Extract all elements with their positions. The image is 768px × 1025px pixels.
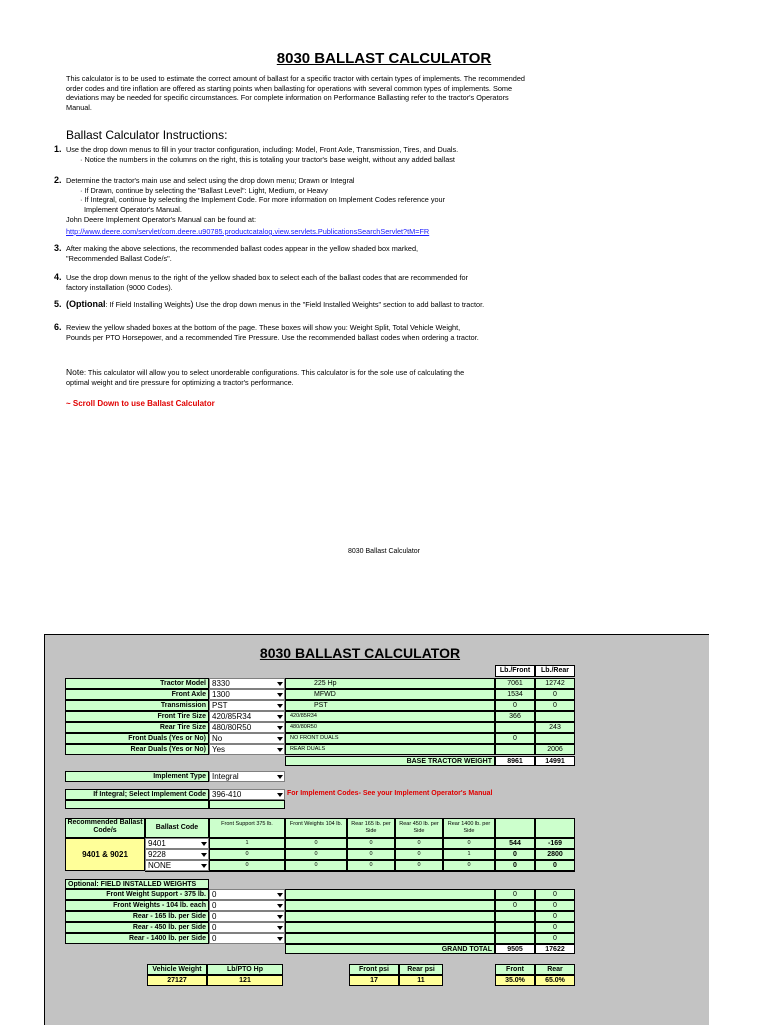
dropdown-arrow-icon [277, 748, 283, 752]
config-label: Transmission [65, 700, 209, 711]
config-front-weight: 366 [495, 711, 535, 722]
step-text: Review the yellow shaded boxes at the bottom of the page. These boxes will show you: Weight Split, Total Vehicle Weight, [66, 323, 461, 332]
config-value: 8330 [212, 679, 230, 688]
config-select[interactable] [209, 733, 285, 744]
step-3 [54, 243, 526, 263]
config-label: Front Tire Size [65, 711, 209, 722]
field-weight-value: 0 [212, 901, 217, 910]
rear-split-label: Rear [535, 964, 575, 975]
step-number: 2. [54, 175, 62, 185]
implement-type-value: Integral [212, 772, 239, 781]
note-label: Note [66, 367, 84, 377]
ballast-code-select[interactable] [145, 838, 209, 849]
ballast-qty: 0 [209, 860, 285, 871]
ballast-code-select[interactable] [145, 849, 209, 860]
config-select[interactable] [209, 689, 285, 700]
dropdown-arrow-icon [277, 693, 283, 697]
ballast-qty: 0 [285, 838, 347, 849]
step-5 [54, 299, 526, 310]
note [66, 368, 526, 387]
step-number: 3. [54, 243, 62, 253]
field-weight-select[interactable] [209, 933, 285, 944]
rear-psi-label: Rear psi [399, 964, 443, 975]
dropdown-arrow-icon [277, 726, 283, 730]
field-rear-weight: 0 [535, 900, 575, 911]
weight-header: Rear 450 lb. per Side [395, 818, 443, 838]
config-select[interactable] [209, 678, 285, 689]
base-weight-rear: 14991 [535, 756, 575, 766]
field-front-weight [495, 933, 535, 944]
optional-label: (Optional [66, 299, 106, 309]
step-1 [54, 144, 526, 164]
field-weight-select[interactable] [209, 911, 285, 922]
grand-total-rear: 17622 [535, 944, 575, 954]
config-select[interactable] [209, 700, 285, 711]
config-select[interactable] [209, 711, 285, 722]
config-rear-weight: 243 [535, 722, 575, 733]
config-value: Yes [212, 745, 226, 754]
config-value: 480/80R50 [212, 723, 252, 732]
ballast-code-value: 9228 [148, 850, 166, 859]
field-front-weight: 0 [495, 900, 535, 911]
field-weight-value: 0 [212, 890, 217, 899]
note-text: : This calculator will allow you to select unorderable configurations. This calculator is for the sole use of calculating the [83, 368, 465, 377]
base-weight-label: BASE TRACTOR WEIGHT [285, 756, 495, 766]
step-text: factory installation (9000 Codes). [66, 282, 173, 292]
dropdown-arrow-icon [277, 926, 283, 930]
config-description: 420/85R34 [285, 711, 495, 722]
step-subtext: · If Integral, continue by selecting the Implement Code. For more information on Implement Codes reference your [80, 195, 446, 205]
ballast-rear-weight: 0 [535, 860, 575, 871]
config-front-weight: 0 [495, 733, 535, 744]
config-value: PST [212, 701, 228, 710]
recommended-label: Recommended Ballast Code/s [65, 818, 145, 838]
ballast-qty: 1 [443, 849, 495, 860]
ballast-qty: 0 [285, 849, 347, 860]
intro-paragraph: This calculator is to be used to estimate the correct amount of ballast for a specific tractor with certain types of implements. The recommended order codes and tire inflation are offered as starting points when ballasting for operations with several common types of implements. Some deviations may be needed for specific circumstances. For complete information on Performance Ballasting refer to the tractor's Operators Manual. [66, 74, 525, 112]
calculator-sheet [44, 634, 709, 1025]
weight-header: Front Weights 104 lb. [285, 818, 347, 838]
config-rear-weight: 0 [535, 689, 575, 700]
implement-code-value: 396-410 [212, 790, 242, 799]
dropdown-arrow-icon [277, 737, 283, 741]
weight-header: Rear 1400 lb. per Side [443, 818, 495, 838]
instructions-heading: Ballast Calculator Instructions: [66, 128, 228, 142]
step-4 [54, 272, 526, 292]
step-paren: ) [190, 299, 194, 309]
rear-split-value: 65.0% [535, 975, 575, 986]
ballast-code-value: 9401 [148, 839, 166, 848]
config-description: 480/80R50 [285, 722, 495, 733]
field-weight-label: Front Weights - 104 lb. each [65, 900, 209, 911]
ballast-qty: 0 [443, 838, 495, 849]
config-front-weight [495, 722, 535, 733]
dropdown-arrow-icon [277, 793, 283, 797]
manual-link[interactable]: http://www.deere.com/servlet/com.deere.u90785.productcatalog.view.servlets.PublicationsSearchServlet?tM=FR [66, 226, 430, 236]
config-select[interactable] [209, 722, 285, 733]
field-front-weight [495, 911, 535, 922]
config-description: PST [285, 700, 495, 711]
vehicle-weight-value: 27127 [147, 975, 207, 986]
implement-type-label: Implement Type [65, 771, 209, 782]
field-weight-label: Rear - 165 lb. per Side [65, 911, 209, 922]
config-label: Rear Tire Size [65, 722, 209, 733]
config-front-weight [495, 744, 535, 755]
step-number: 4. [54, 272, 62, 282]
config-description: REAR DUALS [285, 744, 495, 755]
front-split-value: 35.0% [495, 975, 535, 986]
config-label: Front Axle [65, 689, 209, 700]
ballast-qty: 0 [395, 849, 443, 860]
step-text: "Recommended Ballast Code/s". [66, 253, 172, 263]
config-description: MFWD [285, 689, 495, 700]
config-description: 225 Hp [285, 678, 495, 689]
page-footer: 8030 Ballast Calculator [348, 548, 420, 555]
field-weight-spacer [285, 900, 495, 911]
field-weight-value: 0 [212, 912, 217, 921]
ballast-qty: 0 [347, 849, 395, 860]
field-weight-label: Rear - 1400 lb. per Side [65, 933, 209, 944]
step-number: 5. [54, 299, 62, 309]
field-front-weight: 0 [495, 889, 535, 900]
calculator-title: 8030 BALLAST CALCULATOR [259, 645, 461, 661]
config-value: 1300 [212, 690, 230, 699]
field-rear-weight: 0 [535, 911, 575, 922]
step-number: 6. [54, 322, 62, 332]
config-select[interactable] [209, 744, 285, 755]
field-front-weight [495, 922, 535, 933]
vehicle-weight-label: Vehicle Weight [147, 964, 207, 975]
grand-total-front: 9505 [495, 944, 535, 954]
implement-code-select[interactable] [209, 789, 285, 800]
field-weight-spacer [285, 933, 495, 944]
weight-header: Front Support 375 lb. [209, 818, 285, 838]
field-rear-weight: 0 [535, 889, 575, 900]
config-rear-weight [535, 711, 575, 722]
config-value: No [212, 734, 223, 743]
field-weight-label: Rear - 450 lb. per Side [65, 922, 209, 933]
dropdown-arrow-icon [277, 682, 283, 686]
ballast-rear-weight: 2800 [535, 849, 575, 860]
step-subtext: Implement Operator's Manual. [84, 204, 182, 214]
step-text: Use the drop down menus to the right of the yellow shaded box to select each of the ballast codes that are recommended for [66, 273, 468, 282]
rear-psi-value: 11 [399, 975, 443, 986]
config-value: 420/85R34 [212, 712, 252, 721]
ballast-code-select[interactable] [145, 860, 209, 871]
config-rear-weight [535, 733, 575, 744]
ballast-qty: 1 [209, 838, 285, 849]
field-weight-select[interactable] [209, 889, 285, 900]
dropdown-arrow-icon [277, 704, 283, 708]
ballast-qty: 0 [347, 860, 395, 871]
dropdown-arrow-icon [277, 937, 283, 941]
ballast-qty: 0 [395, 860, 443, 871]
front-split-label: Front [495, 964, 535, 975]
step-text: Use the drop down menus in the "Field Installed Weights" section to add ballast to tractor. [193, 300, 485, 309]
field-rear-weight: 0 [535, 922, 575, 933]
config-rear-weight: 12742 [535, 678, 575, 689]
implement-code-blank [209, 800, 285, 809]
step-text: Use the drop down menus to fill in your tractor configuration, including: Model, Front Axle, Transmission, Tires, and Duals. [66, 145, 459, 154]
dropdown-arrow-icon [277, 915, 283, 919]
step-2 [54, 175, 526, 237]
ballast-qty: 0 [209, 849, 285, 860]
ballast-front-weight: 0 [495, 849, 535, 860]
ballast-qty: 0 [347, 838, 395, 849]
step-subtext: · Notice the numbers in the columns on the right, this is totaling your tractor's base weight, without any added ballast [80, 154, 455, 164]
implement-code-blank [65, 800, 209, 809]
config-front-weight: 7061 [495, 678, 535, 689]
step-text: If Field Installing Weights [109, 300, 191, 309]
header-lb-front: Lb./Front [495, 665, 535, 677]
lb-pto-value: 121 [207, 975, 283, 986]
weight-header: Rear 165 lb. per Side [347, 818, 395, 838]
config-rear-weight: 0 [535, 700, 575, 711]
document-title: 8030 BALLAST CALCULATOR [276, 50, 492, 67]
dropdown-arrow-icon [277, 775, 283, 779]
dropdown-arrow-icon [201, 842, 207, 846]
field-weight-label: Front Weight Support - 375 lb. [65, 889, 209, 900]
config-label: Rear Duals (Yes or No) [65, 744, 209, 755]
implement-type-select[interactable] [209, 771, 285, 782]
field-weight-value: 0 [212, 934, 217, 943]
config-rear-weight: 2006 [535, 744, 575, 755]
ballast-qty: 0 [285, 860, 347, 871]
step-6 [54, 322, 526, 342]
recommended-value: 9401 & 9021 [65, 838, 145, 871]
step-text: After making the above selections, the recommended ballast codes appear in the yellow shaded box marked, [66, 244, 419, 253]
implement-code-note: For Implement Codes- See your Implement Operator's Manual [287, 790, 493, 797]
ballast-rear-weight: -169 [535, 838, 575, 849]
field-rear-weight: 0 [535, 933, 575, 944]
dropdown-arrow-icon [201, 864, 207, 868]
dropdown-arrow-icon [201, 853, 207, 857]
front-psi-value: 17 [349, 975, 399, 986]
step-text: Pounds per PTO Horsepower, and a recommended Tire Pressure. Use the recommended ballast codes when ordering a tractor. [66, 332, 479, 342]
field-installed-title: Optional: FIELD INSTALLED WEIGHTS [65, 879, 209, 889]
field-weight-value: 0 [212, 923, 217, 932]
field-weight-spacer [285, 911, 495, 922]
front-psi-label: Front psi [349, 964, 399, 975]
ballast-front-weight: 0 [495, 860, 535, 871]
ballast-code-header: Ballast Code [145, 818, 209, 838]
config-description: NO FRONT DUALS [285, 733, 495, 744]
dropdown-arrow-icon [277, 904, 283, 908]
config-label: Tractor Model [65, 678, 209, 689]
step-colon: : [105, 300, 110, 309]
ballast-front-weight: 544 [495, 838, 535, 849]
ballast-qty: 0 [443, 860, 495, 871]
step-text: Determine the tractor's main use and select using the drop down menu; Drawn or Integral [66, 176, 355, 185]
step-subtext: · If Drawn, continue by selecting the "Ballast Level": Light, Medium, or Heavy [80, 185, 328, 195]
grand-total-label: GRAND TOTAL [285, 944, 495, 954]
field-weight-spacer [285, 922, 495, 933]
scroll-hint: ~ Scroll Down to use Ballast Calculator [66, 399, 215, 408]
config-front-weight: 1534 [495, 689, 535, 700]
step-number: 1. [54, 144, 62, 154]
dropdown-arrow-icon [277, 715, 283, 719]
config-front-weight: 0 [495, 700, 535, 711]
field-weight-select[interactable] [209, 900, 285, 911]
manual-note: John Deere Implement Operator's Manual can be found at: [66, 215, 257, 225]
ballast-rear-header [535, 818, 575, 838]
field-weight-select[interactable] [209, 922, 285, 933]
field-weight-spacer [285, 889, 495, 900]
implement-code-label: If Integral; Select Implement Code [65, 789, 209, 800]
ballast-front-header [495, 818, 535, 838]
dropdown-arrow-icon [277, 893, 283, 897]
ballast-qty: 0 [395, 838, 443, 849]
ballast-bottom-rule [145, 871, 575, 872]
header-lb-rear: Lb./Rear [535, 665, 575, 677]
ballast-code-value: NONE [148, 861, 172, 870]
config-label: Front Duals (Yes or No) [65, 733, 209, 744]
lb-pto-label: Lb/PTO Hp [207, 964, 283, 975]
base-weight-front: 8961 [495, 756, 535, 766]
note-text: optimal weight and tire pressure for optimizing a tractor's performance. [66, 377, 294, 387]
